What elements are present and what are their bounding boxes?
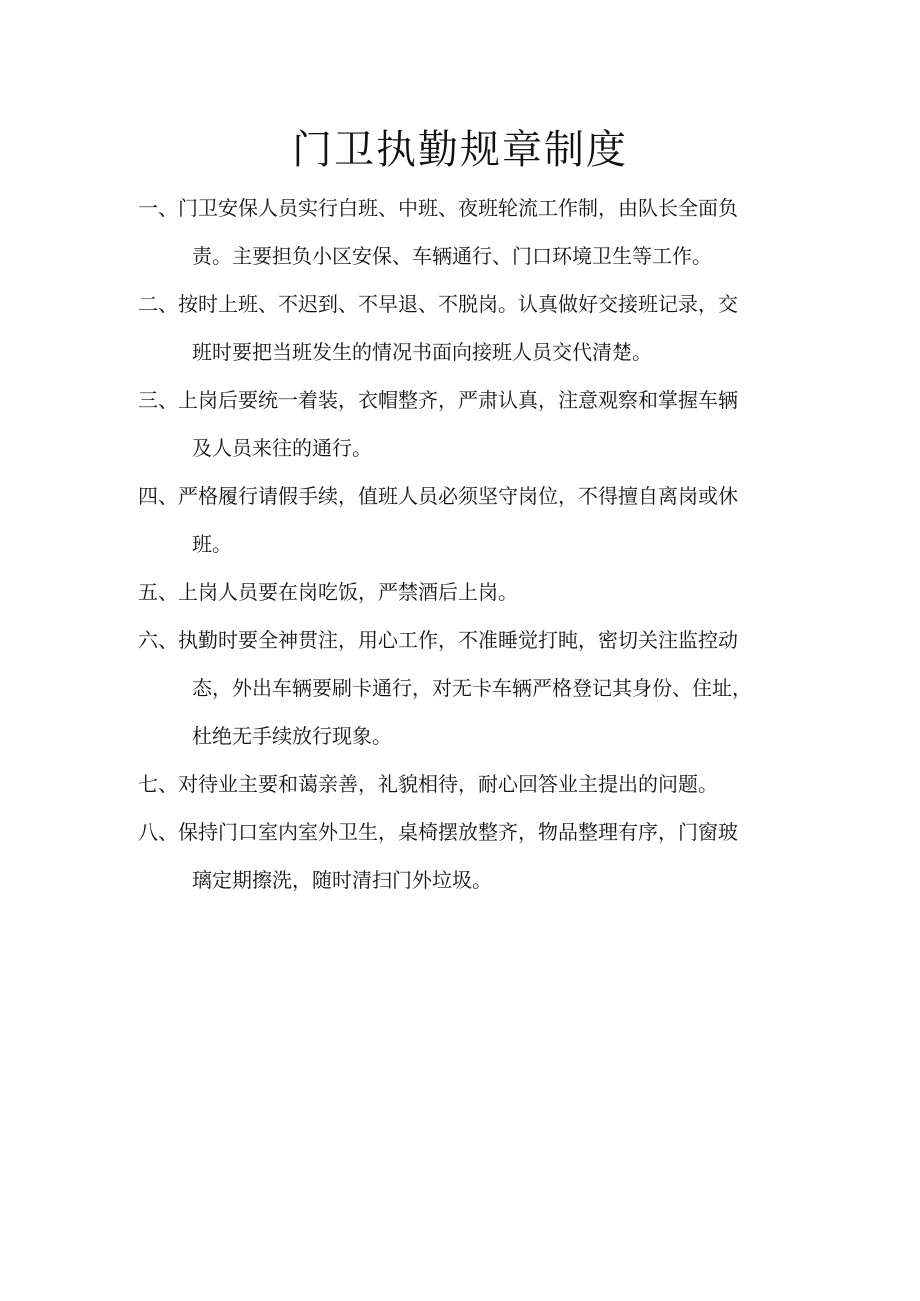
rule-first-line: 二、按时上班、不迟到、不早退、不脱岗。认真做好交接班记录，交 (138, 292, 738, 316)
rule-continuation-line: 态，外出车辆要刷卡通行，对无卡车辆严格登记其身份、住址， (192, 676, 752, 700)
rule-first-line: 六、执勤时要全神贯注，用心工作，不准睡觉打盹，密切关注监控动 (138, 628, 738, 652)
rule-continuation-line: 及人员来往的通行。 (192, 436, 372, 460)
rule-item (138, 808, 798, 904)
rule-item (138, 472, 798, 568)
rule-continuation-line: 璃定期擦洗，随时清扫门外垃圾。 (192, 868, 492, 892)
rule-first-line: 七、对待业主要和蔼亲善，礼貌相待，耐心回答业主提出的问题。 (138, 772, 718, 796)
rule-continuation-line: 班时要把当班发生的情况书面向接班人员交代清楚。 (192, 340, 652, 364)
rule-first-line: 三、上岗后要统一着装，衣帽整齐，严肃认真，注意观察和掌握车辆 (138, 388, 738, 412)
rule-first-line: 四、严格履行请假手续，值班人员必须坚守岗位，不得擅自离岗或休 (138, 484, 738, 508)
rule-item (138, 376, 798, 472)
rule-continuation-line: 班。 (192, 532, 232, 556)
rule-first-line: 五、上岗人员要在岗吃饭，严禁酒后上岗。 (138, 580, 518, 604)
rules-list (138, 184, 798, 904)
rule-item (138, 568, 798, 616)
rule-first-line: 八、保持门口室内室外卫生，桌椅摆放整齐，物品整理有序，门窗玻 (138, 820, 738, 844)
rule-item (138, 184, 798, 280)
rule-continuation-line: 杜绝无手续放行现象。 (192, 724, 392, 748)
rule-item (138, 280, 798, 376)
rule-continuation-line: 责。主要担负小区安保、车辆通行、门口环境卫生等工作。 (192, 244, 712, 268)
rule-first-line: 一、门卫安保人员实行白班、中班、夜班轮流工作制，由队长全面负 (138, 196, 738, 220)
rule-item (138, 760, 798, 808)
document-title: 门卫执勤规章制度 (292, 127, 628, 173)
rule-item (138, 616, 798, 760)
